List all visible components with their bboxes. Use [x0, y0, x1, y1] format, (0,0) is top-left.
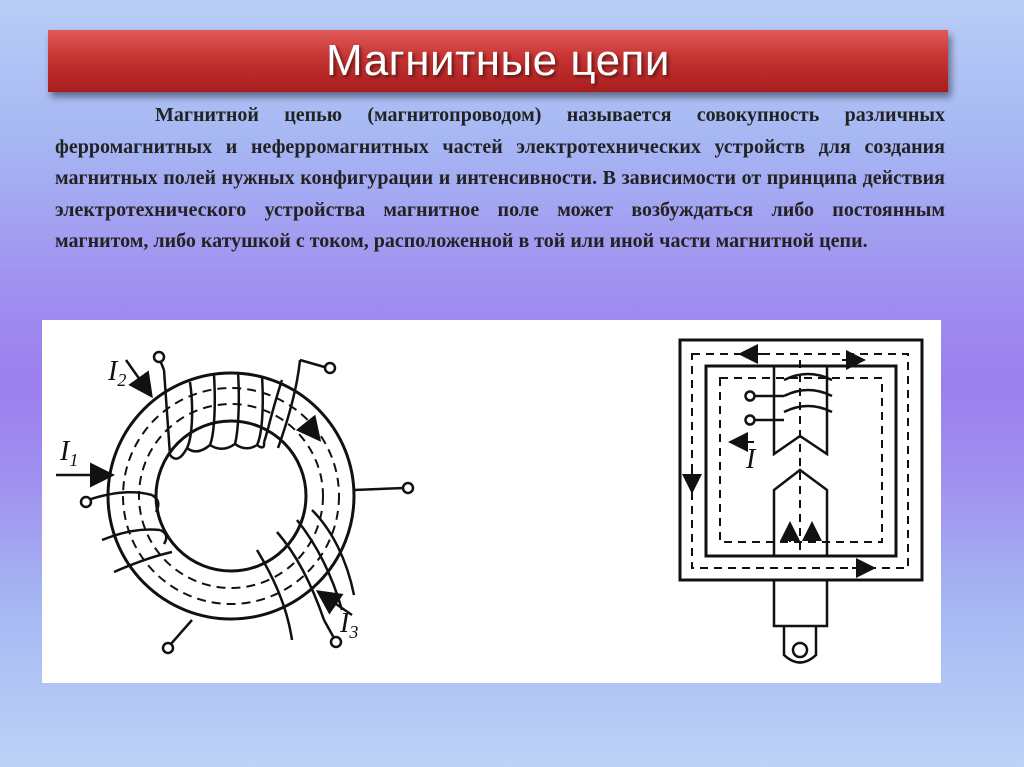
slide-title: Магнитные цепи: [326, 36, 670, 85]
title-bar: [48, 30, 948, 92]
label-i1: $I_1$: [60, 436, 79, 470]
terminal: [163, 643, 173, 653]
terminal: [325, 363, 335, 373]
armature-stem: [774, 580, 827, 626]
arrow-i2: [126, 360, 150, 394]
toroid-diagram: [88, 360, 404, 645]
terminal: [403, 483, 413, 493]
toroid-terminals: [81, 352, 413, 653]
core-terminals: [746, 392, 808, 658]
armature-hole: [793, 643, 807, 657]
label-i: I: [746, 444, 756, 475]
toroid-inner-ring: [156, 421, 306, 571]
lead-bottom-right: [324, 620, 334, 638]
lead-right: [354, 488, 404, 490]
figure-panel: [42, 320, 941, 683]
terminal: [81, 497, 91, 507]
terminal: [154, 352, 164, 362]
definition-paragraph: Магнитной цепью (магнитопроводом) называется совокупность различных ферромагнитных и неферромагнитных частей электротехнических устройств для создания магнитных полей нужных конфигурации и интенсивности. В зависимости от принципа действия электротехнического устройства магнитное поле может возбуждаться либо постоянным магнитом, либо катушкой с током, расположенной в той или иной части магнитной цепи.: [55, 104, 945, 252]
lead-top-right: [300, 360, 328, 368]
flux-line-inner: [139, 404, 323, 588]
core-diagram: [680, 340, 922, 663]
terminal: [746, 416, 755, 425]
coil-turns: [784, 374, 832, 412]
toroid-outer-ring: [108, 373, 354, 619]
terminal: [746, 392, 755, 401]
label-i2: $I_2$: [108, 356, 127, 390]
figures-svg: [42, 320, 941, 683]
winding-top-loops: [170, 442, 264, 459]
label-i3: $I_3$: [340, 608, 359, 642]
lead-bottom-left: [170, 620, 192, 645]
